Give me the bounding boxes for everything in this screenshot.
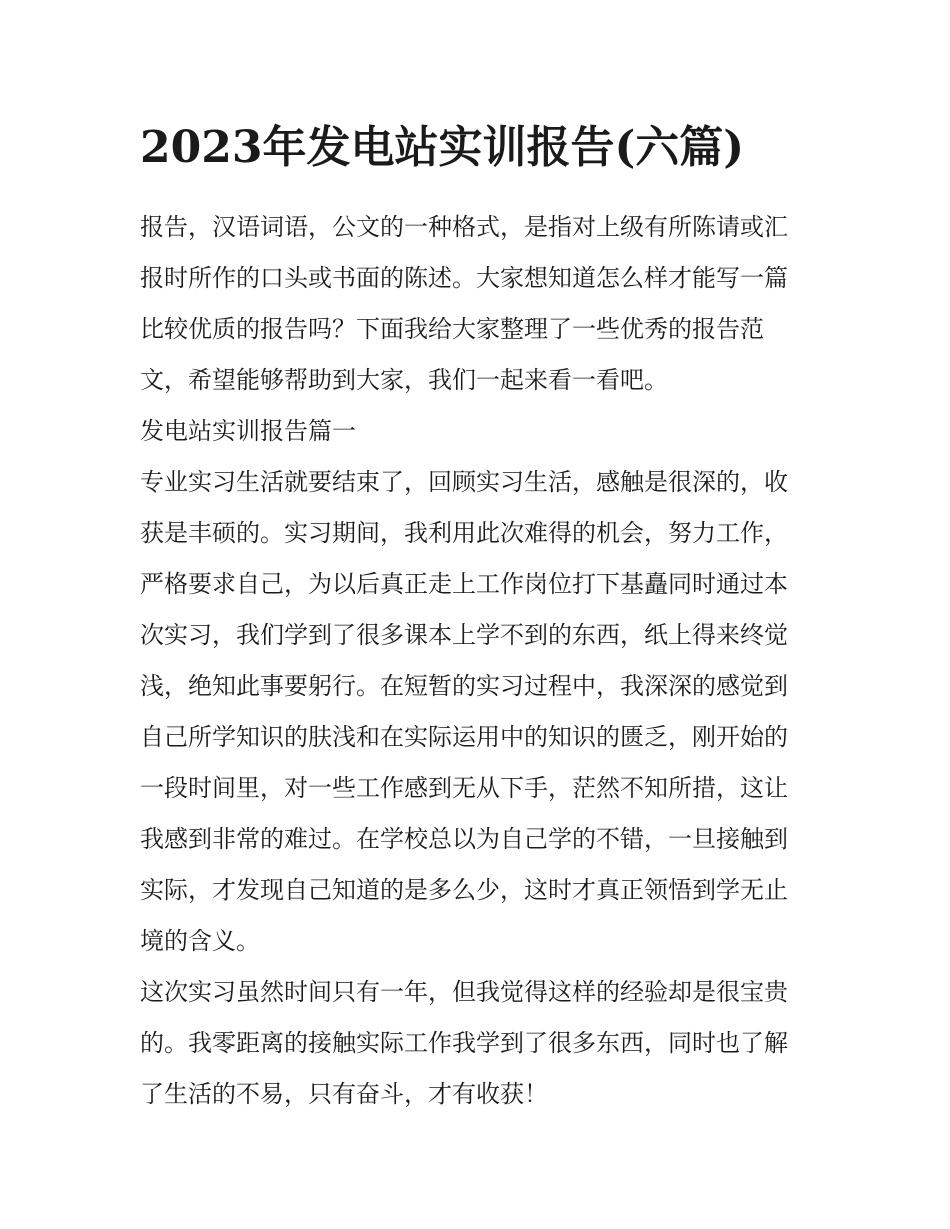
paragraph-2-line-2: 的。我零距离的接触实际工作我学到了很多东西，同时也了解 [140, 1029, 788, 1057]
intro-line-3: 比较优质的报告吗？下面我给大家整理了一些优秀的报告范 [140, 315, 764, 343]
paragraph-1-line-3: 严格要求自己，为以后真正走上工作岗位打下基矗同时通过本 [140, 570, 788, 598]
paragraph-1-line-9: 实际，才发现自己知道的是多么少，这时才真正领悟到学无止 [140, 876, 788, 904]
paragraph-1-line-6: 自己所学知识的肤浅和在实际运用中的知识的匮乏，刚开始的 [140, 723, 788, 751]
paragraph-1-line-2: 获是丰硕的。实习期间，我利用此次难得的机会，努力工作， [140, 519, 788, 547]
paragraph-1-line-4: 次实习，我们学到了很多课本上学不到的东西，纸上得来终觉 [140, 621, 788, 649]
paragraph-2-line-3: 了生活的不易，只有奋斗，才有收获！ [140, 1080, 548, 1108]
paragraph-2-line-1: 这次实习虽然时间只有一年，但我觉得这样的经验却是很宝贵 [140, 978, 788, 1006]
paragraph-1-line-10: 境的含义。 [140, 927, 260, 955]
section-heading: 发电站实训报告篇一 [140, 417, 356, 445]
paragraph-1-line-8: 我感到非常的难过。在学校总以为自己学的不错，一旦接触到 [140, 825, 788, 853]
intro-line-2: 报时所作的口头或书面的陈述。大家想知道怎么样才能写一篇 [140, 264, 788, 292]
paragraph-1-line-5: 浅，绝知此事要躬行。在短暂的实习过程中，我深深的感觉到 [140, 672, 788, 700]
intro-line-1: 报告，汉语词语，公文的一种格式，是指对上级有所陈请或汇 [140, 213, 788, 241]
paragraph-1-line-7: 一段时间里，对一些工作感到无从下手，茫然不知所措，这让 [140, 774, 788, 802]
document-title: 2023年发电站实训报告(六篇) [140, 122, 745, 173]
paragraph-1-line-1: 专业实习生活就要结束了，回顾实习生活，感触是很深的，收 [140, 468, 788, 496]
document-body [140, 202, 815, 1120]
intro-line-4: 文，希望能够帮助到大家，我们一起来看一看吧。 [140, 366, 668, 394]
